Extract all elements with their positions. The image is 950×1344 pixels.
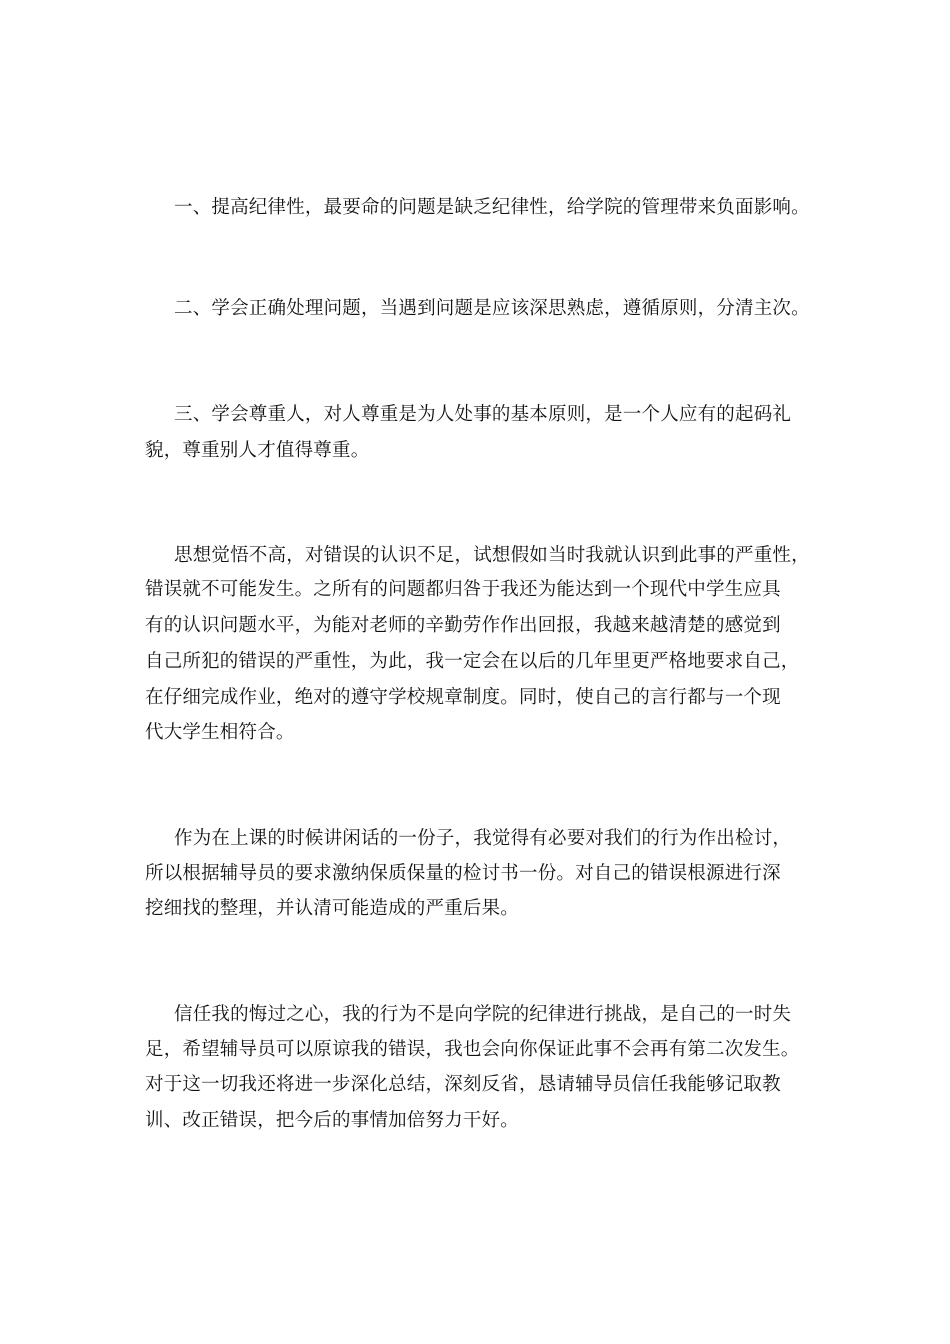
paragraph-4-line-4: 自己所犯的错误的严重性，为此，我一定会在以后的几年里更严格地要求自己， [145, 651, 800, 672]
paragraph-3-line-2: 貌，尊重别人才值得尊重。 [145, 440, 370, 461]
paragraph-5-line-1: 作为在上课的时候讲闲话的一份子，我觉得有必要对我们的行为作出检讨， [174, 828, 792, 849]
paragraph-4-line-1: 思想觉悟不高，对错误的认识不足，试想假如当时我就认识到此事的严重性， [174, 545, 810, 566]
paragraph-3-line-1: 三、学会尊重人，对人尊重是为人处事的基本原则，是一个人应有的起码礼 [174, 404, 792, 425]
paragraph-6-line-2: 足，希望辅导员可以原谅我的错误，我也会向你保证此事不会再有第二次发生。 [145, 1039, 800, 1060]
paragraph-4-line-6: 代大学生相符合。 [145, 722, 295, 743]
paragraph-6-line-3: 对于这一切我还将进一步深化总结，深刻反省，恳请辅导员信任我能够记取教 [145, 1074, 781, 1095]
paragraph-5-line-2: 所以根据辅导员的要求激纳保质保量的检讨书一份。对自己的错误根源进行深 [145, 863, 781, 884]
paragraph-5-line-3: 挖细找的整理，并认清可能造成的严重后果。 [145, 898, 520, 919]
paragraph-2-line-1: 二、学会正确处理问题，当遇到问题是应该深思熟虑，遵循原则，分清主次。 [174, 298, 810, 319]
paragraph-4-line-2: 错误就不可能发生。之所有的问题都归咎于我还为能达到一个现代中学生应具 [145, 579, 781, 600]
paragraph-6-line-4: 训、改正错误，把今后的事情加倍努力干好。 [145, 1110, 520, 1131]
paragraph-4-line-5: 在仔细完成作业，绝对的遵守学校规章制度。同时，使自己的言行都与一个现 [145, 687, 781, 708]
paragraph-6-line-1: 信任我的悔过之心，我的行为不是向学院的纪律进行挑战，是自己的一时失 [174, 1004, 792, 1025]
paragraph-1-line-1: 一、提高纪律性，最要命的问题是缺乏纪律性，给学院的管理带来负面影响。 [174, 197, 810, 218]
paragraph-4-line-3: 有的认识问题水平，为能对老师的辛勤劳作作出回报，我越来越清楚的感觉到 [145, 615, 781, 636]
